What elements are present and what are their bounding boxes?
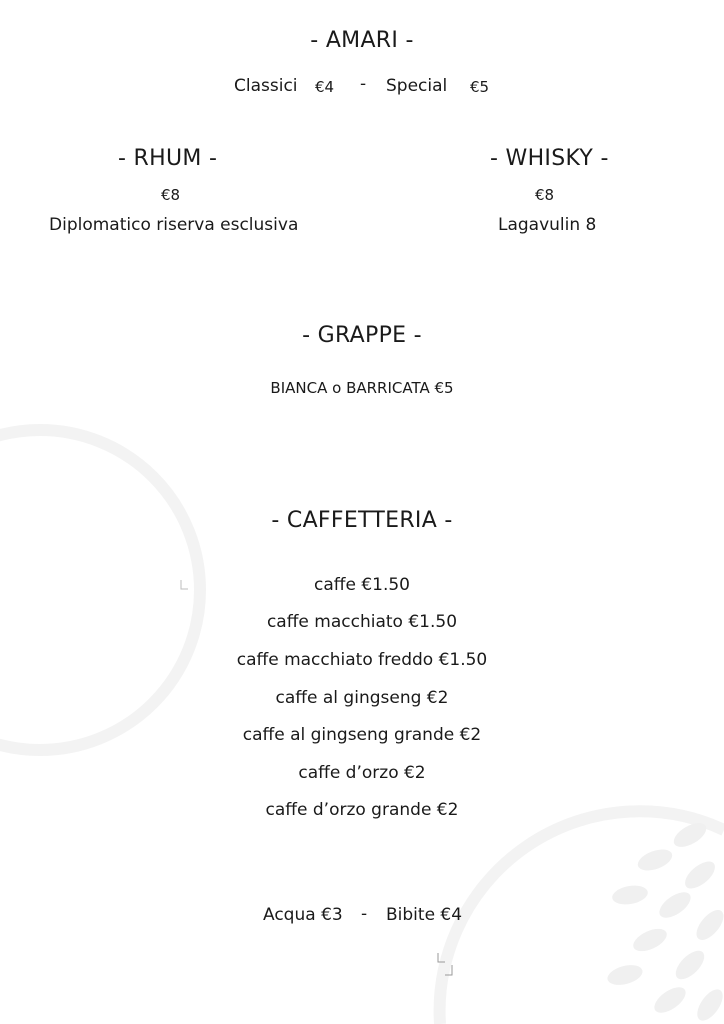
rhum-price: €8 xyxy=(161,186,181,204)
whisky-title: - WHISKY - xyxy=(490,146,609,171)
footer-separator: - xyxy=(361,904,368,924)
amari-special-price: €5 xyxy=(470,78,490,96)
caffetteria-item: caffe d’orzo grande €2 xyxy=(265,800,459,820)
amari-title: - AMARI - xyxy=(310,28,414,53)
acqua-price: Acqua €3 xyxy=(263,905,343,925)
grappe-title: - GRAPPE - xyxy=(302,323,422,348)
amari-special-label: Special xyxy=(386,76,448,96)
whisky-price: €8 xyxy=(535,186,555,204)
bibite-price: Bibite €4 xyxy=(386,905,463,925)
caffetteria-item: caffe macchiato €1.50 xyxy=(266,612,458,632)
caffetteria-item: caffe d’orzo €2 xyxy=(298,763,426,783)
rhum-item: Diplomatico riserva esclusiva xyxy=(49,215,299,235)
watermark-arc-right xyxy=(440,811,724,1024)
corner-mark-bottom xyxy=(438,953,452,975)
grappe-item: BIANCA o BARRICATA €5 xyxy=(270,379,454,397)
watermark-leaf-cluster xyxy=(605,818,724,1024)
amari-classici-label: Classici xyxy=(234,76,298,96)
caffetteria-item: caffe macchiato freddo €1.50 xyxy=(236,650,488,670)
caffetteria-title: - CAFFETTERIA - xyxy=(271,508,453,533)
caffetteria-item: caffe €1.50 xyxy=(313,575,410,595)
caffetteria-item: caffe al gingseng grande €2 xyxy=(242,725,482,745)
amari-separator: - xyxy=(360,74,367,94)
whisky-item: Lagavulin 8 xyxy=(498,215,597,235)
rhum-title: - RHUM - xyxy=(118,146,218,171)
amari-classici-price: €4 xyxy=(315,78,335,96)
caffetteria-item: caffe al gingseng €2 xyxy=(275,688,449,708)
